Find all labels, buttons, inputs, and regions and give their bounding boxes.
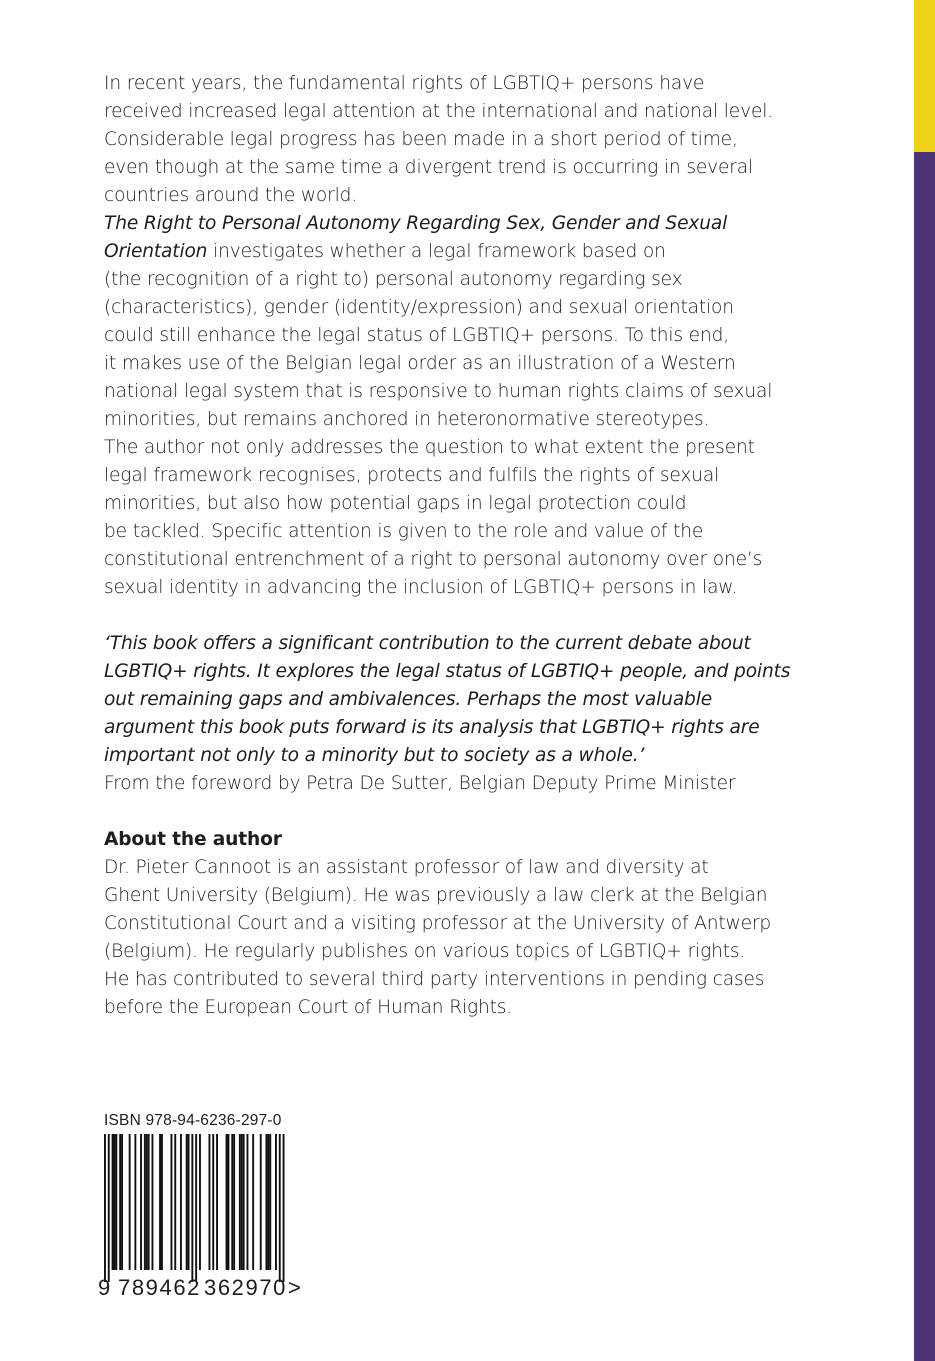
barcode-bar xyxy=(226,1134,228,1270)
barcode-bar xyxy=(159,1134,161,1270)
barcode-guard-bar xyxy=(191,1134,193,1282)
barcode-bar xyxy=(231,1134,233,1270)
barcode-bar xyxy=(112,1134,114,1270)
text-line: Ghent University (Belgium). He was previously a law clerk at the Belgian xyxy=(104,885,768,906)
text-line: sexual identity in advancing the inclusion of LGBTIQ+ persons in law. xyxy=(104,577,738,598)
text-line: before the European Court of Human Rights. xyxy=(104,997,513,1018)
book-title-end: Orientation xyxy=(104,241,208,262)
barcode-bar xyxy=(228,1134,230,1270)
barcode-bar xyxy=(267,1134,269,1270)
isbn-barcode xyxy=(100,1112,320,1306)
barcode-bar xyxy=(199,1134,201,1270)
barcode-bar xyxy=(121,1134,123,1270)
barcode-guard-bar xyxy=(283,1134,285,1282)
text-fragment: investigates whether a legal framework based on xyxy=(207,241,666,262)
text-line: (the recognition of a right to) personal autonomy regarding sex xyxy=(104,269,683,290)
barcode-bar xyxy=(216,1134,218,1270)
text-line: Dr. Pieter Cannoot is an assistant professor of law and diversity at xyxy=(104,857,709,878)
foreword-quote xyxy=(104,630,794,798)
quote-line: out remaining gaps and ambivalences. Perhaps the most valuable xyxy=(104,689,713,710)
about-author xyxy=(104,826,794,1022)
spine-stripe-purple xyxy=(914,152,935,1361)
barcode-guard-bar xyxy=(279,1134,281,1282)
text-line: it makes use of the Belgian legal order as an illustration of a Western xyxy=(104,353,736,374)
barcode-bar xyxy=(146,1134,148,1270)
barcode-bar xyxy=(233,1134,235,1270)
text-line: (characteristics), gender (identity/expression) and sexual orientation xyxy=(104,297,734,318)
barcode-bar xyxy=(152,1134,154,1270)
text-line: minorities, but remains anchored in heteronormative stereotypes. xyxy=(104,409,710,430)
quote-attribution: From the foreword by Petra De Sutter, Belgian Deputy Prime Minister xyxy=(104,773,736,794)
barcode-guard-bar xyxy=(195,1134,197,1282)
barcode-bar xyxy=(260,1134,262,1270)
barcode-bar xyxy=(252,1134,254,1270)
barcode-bar xyxy=(174,1134,176,1270)
text-line: countries around the world. xyxy=(104,185,358,206)
text-line: Considerable legal progress has been made in a short period of time, xyxy=(104,129,738,150)
barcode-bar xyxy=(209,1134,211,1270)
text-line: Constitutional Court and a visiting professor at the University of Antwerp xyxy=(104,913,772,934)
barcode-guard-bar xyxy=(108,1134,110,1282)
quote-line: important not only to a minority but to society as a whole.’ xyxy=(104,745,645,766)
barcode-bar xyxy=(247,1134,249,1270)
quote-line: LGBTIQ+ rights. It explores the legal status of LGBTIQ+ people, and points xyxy=(104,661,791,682)
text-line xyxy=(104,238,794,266)
back-cover-text xyxy=(104,70,794,1022)
text-line: could still enhance the legal status of LGBTIQ+ persons. To this end, xyxy=(104,325,730,346)
barcode-bar xyxy=(114,1134,116,1270)
barcode-guard-bar xyxy=(104,1134,106,1282)
barcode-bar xyxy=(161,1134,163,1270)
barcode-bar xyxy=(239,1134,241,1270)
barcode-bar xyxy=(188,1134,190,1270)
text-line: (Belgium). He regularly publishes on various topics of LGBTIQ+ rights. xyxy=(104,941,746,962)
text-line: minorities, but also how potential gaps in legal protection could xyxy=(104,493,687,514)
barcode-bar xyxy=(140,1134,142,1270)
text-line: received increased legal attention at the international and national level. xyxy=(104,101,774,122)
barcode-bar xyxy=(119,1134,121,1270)
barcode-bar xyxy=(269,1134,271,1270)
barcode-digits-left: 789462 xyxy=(118,1275,202,1300)
about-author-heading: About the author xyxy=(104,829,282,850)
barcode-bar xyxy=(275,1134,277,1270)
barcode-bars xyxy=(100,1134,300,1282)
barcode-bar xyxy=(115,1134,117,1270)
text-line: He has contributed to several third party interventions in pending cases xyxy=(104,969,765,990)
book-title-line: The Right to Personal Autonomy Regarding Sex, Gender and Sexual xyxy=(104,213,728,234)
isbn-label: ISBN 978-94-6236-297-0 xyxy=(104,1112,282,1129)
quote-line: argument this book puts forward is its analysis that LGBTIQ+ rights are xyxy=(104,717,760,738)
text-line: national legal system that is responsive to human rights claims of sexual xyxy=(104,381,773,402)
barcode-bar xyxy=(243,1134,245,1270)
barcode-bar xyxy=(171,1134,173,1270)
barcode-digits xyxy=(98,1275,320,1306)
text-line: In recent years, the fundamental rights of LGBTIQ+ persons have xyxy=(104,73,705,94)
barcode-quiet-marker: > xyxy=(288,1275,301,1300)
barcode-bar xyxy=(129,1134,131,1270)
barcode-bar xyxy=(134,1134,136,1270)
text-line: even though at the same time a divergent trend is occurring in several xyxy=(104,157,754,178)
description-paragraph xyxy=(104,210,794,602)
barcode-bar xyxy=(148,1134,150,1270)
text-line: legal framework recognises, protects and fulfils the rights of sexual xyxy=(104,465,720,486)
barcode-digits-right: 362970 xyxy=(204,1275,288,1300)
text-line: constitutional entrenchment of a right to personal autonomy over one’s xyxy=(104,549,763,570)
spine-stripe-yellow xyxy=(914,0,935,152)
barcode-bar xyxy=(241,1134,243,1270)
barcode-bar xyxy=(186,1134,188,1270)
text-line: The author not only addresses the question to what extent the present xyxy=(104,437,755,458)
barcode-bar xyxy=(180,1134,182,1270)
barcode-bar xyxy=(266,1134,268,1270)
barcode-digit-first: 9 xyxy=(98,1275,111,1300)
barcode-bar xyxy=(212,1134,214,1270)
intro-paragraph xyxy=(104,70,794,210)
quote-line: ‘This book offers a significant contribution to the current debate about xyxy=(104,633,751,654)
text-line: be tackled. Specific attention is given to the role and value of the xyxy=(104,521,704,542)
barcode-bar xyxy=(144,1134,146,1270)
